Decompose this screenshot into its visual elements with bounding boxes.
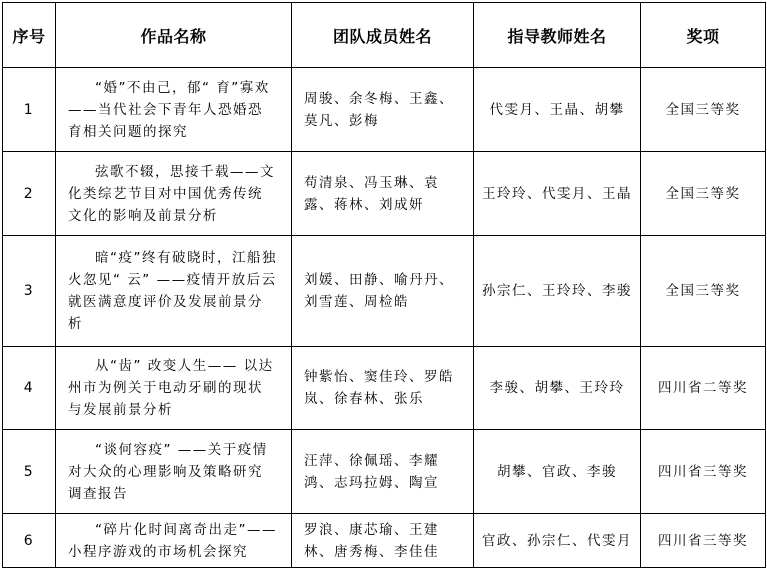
cell-no: 6 bbox=[3, 514, 56, 568]
cell-advisors: 官政、孙宗仁、代雯月 bbox=[474, 514, 641, 568]
cell-advisors: 孙宗仁、王玲玲、李骏 bbox=[474, 236, 641, 347]
table-row bbox=[3, 347, 766, 430]
cell-no: 5 bbox=[3, 430, 56, 514]
cell-advisors: 胡攀、官政、李骏 bbox=[474, 430, 641, 514]
header-title: 作品名称 bbox=[56, 3, 292, 68]
table-row bbox=[3, 236, 766, 347]
table-row bbox=[3, 152, 766, 236]
cell-award: 全国三等奖 bbox=[641, 236, 766, 347]
awards-table-container bbox=[2, 2, 766, 568]
cell-award: 四川省三等奖 bbox=[641, 430, 766, 514]
header-no: 序号 bbox=[3, 3, 56, 68]
table-row bbox=[3, 514, 766, 568]
cell-no: 4 bbox=[3, 347, 56, 430]
cell-no: 1 bbox=[3, 68, 56, 152]
cell-members: 钟紫怡、窦佳玲、罗皓岚、徐春林、张乐 bbox=[292, 347, 474, 430]
cell-members: 刘媛、田静、喻丹丹、刘雪莲、周检皓 bbox=[292, 236, 474, 347]
table-row bbox=[3, 430, 766, 514]
cell-advisors: 代雯月、王晶、胡攀 bbox=[474, 68, 641, 152]
header-members: 团队成员姓名 bbox=[292, 3, 474, 68]
header-advisors: 指导教师姓名 bbox=[474, 3, 641, 68]
awards-table bbox=[2, 2, 766, 568]
cell-advisors: 李骏、胡攀、王玲玲 bbox=[474, 347, 641, 430]
cell-title: “谈何容疫” ——关于疫情对大众的心理影响及策略研究调查报告 bbox=[56, 430, 292, 514]
cell-members: 罗浪、康芯瑜、王建林、唐秀梅、李佳佳 bbox=[292, 514, 474, 568]
cell-award: 四川省三等奖 bbox=[641, 514, 766, 568]
cell-title: “碎片化时间离奇出走”——小程序游戏的市场机会探究 bbox=[56, 514, 292, 568]
cell-title: “婚”不由己，郁“ 育”寡欢——当代社会下青年人恐婚恐育相关问题的探究 bbox=[56, 68, 292, 152]
cell-no: 2 bbox=[3, 152, 56, 236]
cell-advisors: 王玲玲、代雯月、王晶 bbox=[474, 152, 641, 236]
table-row bbox=[3, 68, 766, 152]
cell-title: 弦歌不辍，思接千载——文化类综艺节目对中国优秀传统文化的影响及前景分析 bbox=[56, 152, 292, 236]
cell-title: 从“齿” 改变人生—— 以达州市为例关于电动牙刷的现状与发展前景分析 bbox=[56, 347, 292, 430]
cell-members: 苟清泉、冯玉琳、袁露、蒋林、刘成妍 bbox=[292, 152, 474, 236]
cell-title: 暗“疫”终有破晓时，江船独火忽见“ 云” ——疫情开放后云就医满意度评价及发展前景分析 bbox=[56, 236, 292, 347]
cell-award: 四川省二等奖 bbox=[641, 347, 766, 430]
cell-members: 汪萍、徐佩瑶、李耀鸿、志玛拉姆、陶宣 bbox=[292, 430, 474, 514]
cell-no: 3 bbox=[3, 236, 56, 347]
table-header-row bbox=[3, 3, 766, 68]
cell-members: 周骏、余冬梅、王鑫、莫凡、彭梅 bbox=[292, 68, 474, 152]
cell-award: 全国三等奖 bbox=[641, 68, 766, 152]
header-award: 奖项 bbox=[641, 3, 766, 68]
cell-award: 全国三等奖 bbox=[641, 152, 766, 236]
